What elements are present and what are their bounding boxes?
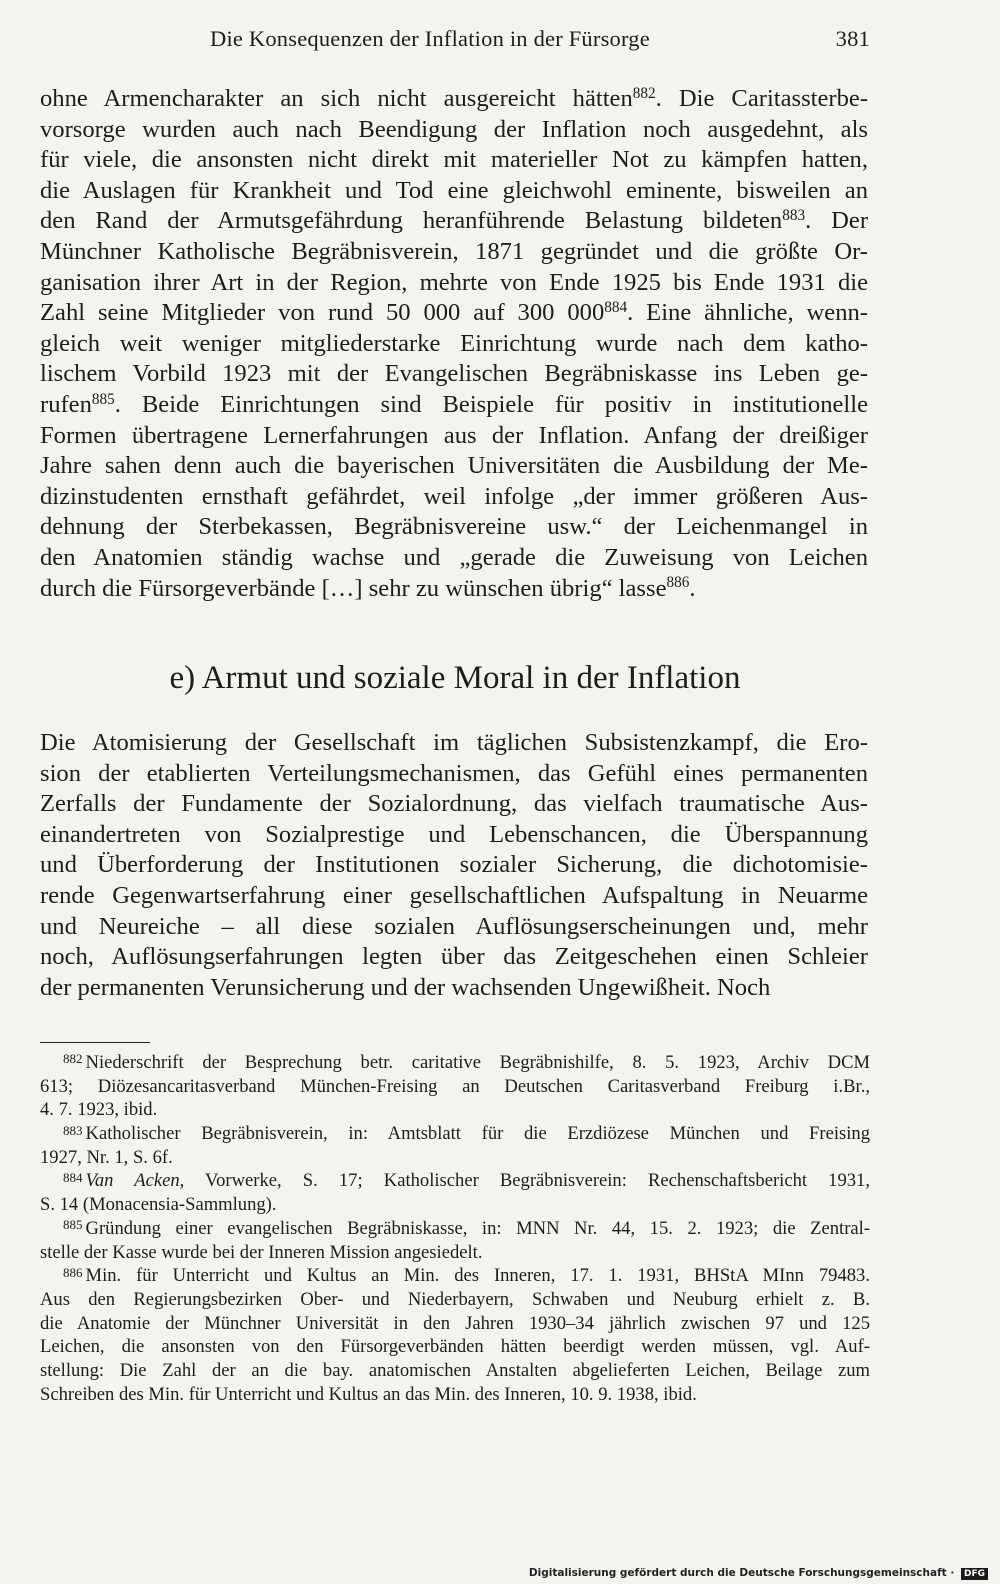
footnote-line xyxy=(40,1383,870,1407)
footnote-text: Katholischer Begräbnisverein, in: Amtsblatt für die Erzdiözese München und Freising xyxy=(85,1123,870,1145)
section-heading: e) Armut und soziale Moral in der Inflation xyxy=(169,660,741,696)
text-run: den Anatomien ständig wachse und „gerade die Zuweisung von Leichen xyxy=(40,543,868,571)
text-run: Jahre sahen denn auch die bayerischen Universitäten die Ausbildung der Me- xyxy=(40,452,868,480)
text-run: Die Atomisierung der Gesellschaft im täglichen Subsistenzkampf, die Ero- xyxy=(40,729,868,756)
text-line xyxy=(40,574,868,605)
page-number: 381 xyxy=(835,26,870,51)
footnote-number: 882 xyxy=(63,1051,83,1067)
footnote-ref[interactable]: 885 xyxy=(91,390,115,408)
body-paragraph-2 xyxy=(40,728,868,1003)
text-run: noch, Auflösungserfahrungen legten über das Zeitgeschehen einen Schleier xyxy=(40,943,868,971)
footnote-ref[interactable]: 884 xyxy=(604,298,628,316)
footnote-line xyxy=(40,1075,870,1099)
text-run: lischem Vorbild 1923 mit der Evangelischen Begräbniskasse ins Leben ge- xyxy=(40,360,868,388)
footnote-883 xyxy=(40,1122,870,1169)
digitization-credit-text: Digitalisierung gefördert durch die Deutsche Forschungsgemeinschaft · xyxy=(528,1567,955,1579)
text-line xyxy=(40,390,868,421)
text-run: und Überforderung der Institutionen sozialer Sicherung, die dichotomisie- xyxy=(40,851,868,879)
text-run: rende Gegenwartserfahrung einer gesellschaftlichen Aufspaltung in Neuarme xyxy=(40,881,868,909)
footnote-884 xyxy=(40,1169,870,1216)
footnote-text: 4. 7. 1923, ibid. xyxy=(40,1099,158,1121)
footnote-line xyxy=(40,1169,870,1193)
text-line xyxy=(40,298,868,329)
text-line xyxy=(40,973,868,1004)
footnote-text: stelle der Kasse wurde bei der Inneren Mission angesiedelt. xyxy=(40,1241,483,1263)
text-line xyxy=(40,482,868,513)
text-run: dizinstudenten ernsthaft gefährdet, weil infolge „der immer größeren Aus- xyxy=(40,482,868,510)
text-line xyxy=(40,512,868,543)
text-run: Münchner Katholische Begräbnisverein, 1871 gegründet und die größte Or- xyxy=(40,237,868,265)
footnote-text: 1927, Nr. 1, S. 6f. xyxy=(40,1146,173,1168)
footnote-separator xyxy=(40,1042,150,1043)
footnote-author: Van Acken xyxy=(85,1170,180,1192)
text-run: ganisation ihrer Art in der Region, mehrte von Ende 1925 bis Ende 1931 die xyxy=(40,268,868,296)
text-line xyxy=(40,850,868,881)
text-run: die Auslagen für Krankheit und Tod eine gleichwohl eminente, bisweilen an xyxy=(40,176,868,204)
text-run: Zerfalls der Fundamente der Sozialordnung, das vielfach traumatische Aus- xyxy=(40,790,868,818)
text-line xyxy=(40,329,868,360)
text-run: Formen übertragene Lernerfahrungen aus der Inflation. Anfang der dreißiger xyxy=(40,421,868,449)
text-run: durch die Fürsorgeverbände […] sehr zu wünschen übrig“ lasse xyxy=(40,574,667,602)
text-run: sion der etablierten Verteilungsmechanismen, das Gefühl eines permanenten xyxy=(40,759,868,787)
text-run: Zahl seine Mitglieder von rund 50 000 auf 300 000 xyxy=(40,299,605,327)
footnotes xyxy=(40,1051,870,1406)
footnote-text: S. 14 (Monacensia-Sammlung). xyxy=(40,1194,277,1216)
text-line xyxy=(40,759,868,790)
footnote-ref[interactable]: 883 xyxy=(782,207,806,224)
footnote-line xyxy=(40,1051,870,1075)
footnote-886 xyxy=(40,1264,870,1406)
text-line xyxy=(40,359,868,390)
footnote-text: Leichen, die ansonsten von den Fürsorgeverbänden hätten beerdigt werden müssen, vgl. Auf- xyxy=(40,1336,870,1358)
footnote-text: stellung: Die Zahl der an die bay. anatomischen Anstalten abgelieferten Leichen, Beilage zum xyxy=(40,1359,870,1381)
footnote-line xyxy=(40,1146,870,1170)
text-run: für viele, die ansonsten nicht direkt mit materieller Not zu kämpfen hatten, xyxy=(40,146,868,174)
footnote-number: 884 xyxy=(63,1169,83,1185)
text-run: gleich weit weniger mitgliederstarke Einrichtung wurde nach dem katho- xyxy=(40,329,868,357)
text-line xyxy=(40,543,868,574)
footnote-line xyxy=(40,1098,870,1122)
text-line xyxy=(40,115,868,146)
text-line xyxy=(40,268,868,299)
text-line xyxy=(40,421,868,452)
text-line xyxy=(40,942,868,973)
footnote-line xyxy=(40,1335,870,1359)
text-run: ohne Armencharakter an sich nicht ausgereicht hätten xyxy=(40,85,633,112)
text-line xyxy=(40,451,868,482)
footnote-text: 613; Diözesancaritasverband München-Freising an Deutschen Caritasverband Freiburg i.Br., xyxy=(40,1075,870,1097)
text-line xyxy=(40,84,868,115)
footnote-line xyxy=(40,1217,870,1241)
footnote-text: Gründung einer evangelischen Begräbniskasse, in: MNN Nr. 44, 15. 2. 1923; die Zentral- xyxy=(85,1217,870,1239)
text-run: . Der xyxy=(805,207,868,235)
footnote-885 xyxy=(40,1217,870,1264)
footnote-number: 885 xyxy=(63,1217,83,1233)
footnote-line xyxy=(40,1241,870,1265)
footnote-text: Aus den Regierungsbezirken Ober- und Niederbayern, Schwaben und Neuburg erhielt z. B. xyxy=(40,1288,870,1310)
text-run: . Eine ähnliche, wenn- xyxy=(627,299,868,327)
footnote-line xyxy=(40,1122,870,1146)
text-line xyxy=(40,912,868,943)
footnote-ref[interactable]: 886 xyxy=(666,574,690,592)
text-line xyxy=(40,728,868,759)
text-run: vorsorge wurden auch nach Beendigung der Inflation noch ausgedehnt, als xyxy=(40,115,868,143)
footnote-text: , Vorwerke, S. 17; Katholischer Begräbnisverein: Rechenschaftsbericht 1931, xyxy=(179,1170,870,1192)
text-run: den Rand der Armutsgefährdung heranführende Belastung bildeten xyxy=(40,207,783,235)
text-line xyxy=(40,820,868,851)
footnote-line xyxy=(40,1312,870,1336)
running-head xyxy=(210,22,870,58)
footnote-line xyxy=(40,1359,870,1383)
footnote-number: 886 xyxy=(63,1264,83,1280)
footnote-882 xyxy=(40,1051,870,1122)
text-run: und Neureiche – all diese sozialen Auflösungserscheinungen und, mehr xyxy=(40,912,868,940)
footnote-text: Niederschrift der Besprechung betr. caritative Begräbnishilfe, 8. 5. 1923, Archiv DCM xyxy=(85,1052,870,1073)
running-head-title: Die Konsequenzen der Inflation in der Fürsorge xyxy=(210,26,650,51)
text-line xyxy=(40,237,868,268)
text-line xyxy=(40,145,868,176)
text-run: dehnung der Sterbekassen, Begräbnisvereine usw.“ der Leichenmangel in xyxy=(40,513,868,541)
text-run: . Die Caritassterbe- xyxy=(655,85,868,112)
text-run: der permanenten Verunsicherung und der wachsenden Ungewißheit. Noch xyxy=(40,973,771,1001)
digitization-credit xyxy=(529,1567,988,1580)
text-run: . xyxy=(689,574,696,602)
footnote-ref[interactable]: 882 xyxy=(632,84,656,102)
dfg-logo: DFG xyxy=(961,1568,988,1580)
footnote-text: die Anatomie der Münchner Universität in den Jahren 1930–34 jährlich zwischen 97 und 125 xyxy=(40,1312,870,1334)
text-line xyxy=(40,206,868,237)
footnote-text: Schreiben des Min. für Unterricht und Kultus an das Min. des Inneren, 10. 9. 1938, ibid. xyxy=(40,1383,697,1405)
text-run: rufen xyxy=(40,390,92,418)
footnote-line xyxy=(40,1193,870,1217)
footnote-line xyxy=(40,1264,870,1288)
text-run: einandertreten von Sozialprestige und Lebenschancen, die Überspannung xyxy=(40,820,868,848)
text-line xyxy=(40,789,868,820)
footnote-text: Min. für Unterricht und Kultus an Min. des Inneren, 17. 1. 1931, BHStA MInn 79483. xyxy=(85,1265,870,1287)
text-line xyxy=(40,176,868,207)
footnote-line xyxy=(40,1288,870,1312)
text-run: . Beide Einrichtungen sind Beispiele für positiv in institutionelle xyxy=(114,390,868,418)
text-line xyxy=(40,881,868,912)
footnote-number: 883 xyxy=(63,1122,83,1138)
body-paragraph-1 xyxy=(40,84,868,604)
